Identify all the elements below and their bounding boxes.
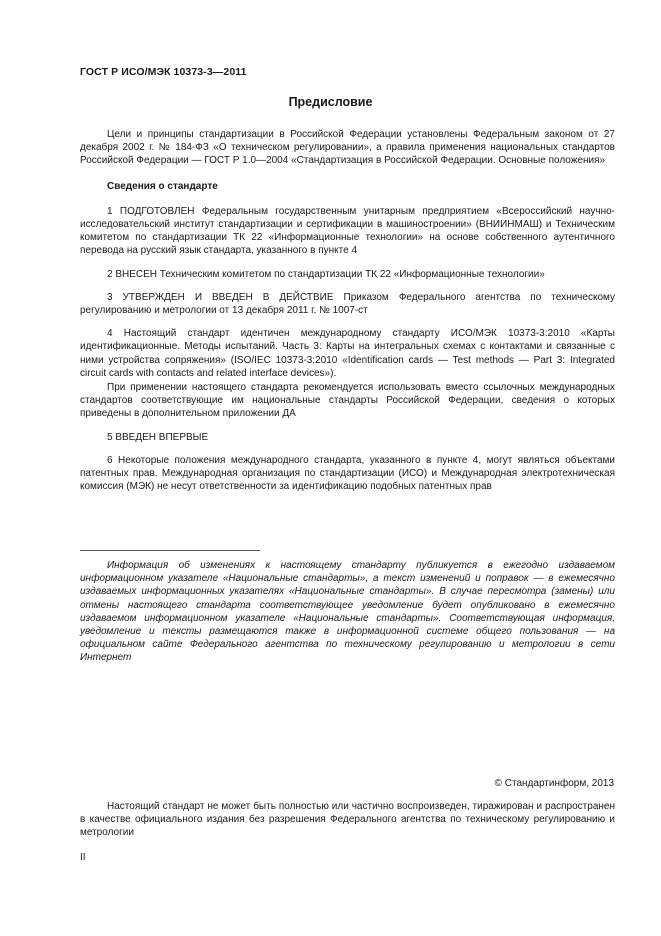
standard-info-heading: Сведения о стандарте xyxy=(107,180,218,192)
page-title: Предисловие xyxy=(288,95,373,109)
amendments-notice xyxy=(80,559,615,665)
item-4-identical: 4 Настоящий стандарт идентичен международному стандарту ИСО/МЭК 10373-3:2010 «Карты идентификационные. Методы испытаний. Часть 3: Карты на интегральных схемах с контактами и связанные с ними устройства сопряжения» (ISO/IEC 10373-3:2010 «Identification cards — Test methods — Part 3: Integrated circuit cards with contacts and related interface devices»). xyxy=(80,328,615,379)
item-2-introduced: 2 ВНЕСЕН Техническим комитетом по стандартизации ТК 22 «Информационные технологии» xyxy=(107,268,545,280)
item-1-prepared: 1 ПОДГОТОВЛЕН Федеральным государственным унитарным предприятием «Всероссийский научно-исследовательский институт стандартизации и сертификации в машиностроении» (ВНИИНМАШ) и Техническим комитетом по стандартизации ТК 22 «Информационные технологии» на основе собственного аутентичного перевода на русский язык стандарта, указанного в пункте 4 xyxy=(80,205,615,257)
item-4-application-note: При применении настоящего стандарта рекомендуется использовать вместо ссылочных международных стандартов соответствующие им национальные стандарты Российской Федерации, сведения о которых приведены в дополнительном приложении ДА xyxy=(80,382,615,420)
reproduction-notice xyxy=(80,800,615,840)
document-code: ГОСТ Р ИСО/МЭК 10373-3—2011 xyxy=(80,66,247,78)
notice-divider xyxy=(80,550,260,551)
item-6-patents: 6 Некоторые положения международного стандарта, указанного в пункте 4, могут являться объектами патентных прав. Международная организация по стандартизации (ИСО) и Международная электротехническая комиссия (МЭК) не несут ответственности за идентификацию подобных патентных прав xyxy=(80,454,615,493)
item-5-first-introduced: 5 ВВЕДЕН ВПЕРВЫЕ xyxy=(107,431,209,443)
reproduction-notice-text: Настоящий стандарт не может быть полностью или частично воспроизведен, тиражирован и распространен в качестве официального издания без разрешения Федерального агентства по техническому регулированию и метрологии xyxy=(80,801,615,839)
copyright-line: © Стандартинформ, 2013 xyxy=(494,778,614,789)
page-number: II xyxy=(80,852,86,863)
foreword-body xyxy=(80,128,615,493)
item-3-approved: 3 УТВЕРЖДЕН И ВВЕДЕН В ДЕЙСТВИЕ Приказом Федерального агентства по техническому регулированию и метрологии от 13 декабря 2011 г. № 1007-ст xyxy=(80,291,615,317)
amendments-notice-text: Информация об изменениях к настоящему стандарту публикуется в ежегодно издаваемом информационном указателе «Национальные стандарты», а текст изменений и поправок — в ежемесячно издаваемых информационных указателях «Национальные стандарты». В случае пересмотра (замены) или отмены настоящего стандарта соответствующее уведомление будет опубликовано в ежемесячно издаваемом информационном указателе «Национальные стандарты». Соответствующая информация, уведомление и тексты размещаются также в информационной системе общего пользования — на официальном сайте Федерального агентства по техническому регулированию и метрологии в сети Интернет xyxy=(80,560,615,664)
intro-paragraph: Цели и принципы стандартизации в Российской Федерации установлены Федеральным законом от 27 декабря 2002 г. № 184-ФЗ «О техническом регулировании», а правила применения национальных стандартов Российской Федерации — ГОСТ Р 1.0—2004 «Стандартизация в Российской Федерации. Основные положения» xyxy=(80,129,615,167)
